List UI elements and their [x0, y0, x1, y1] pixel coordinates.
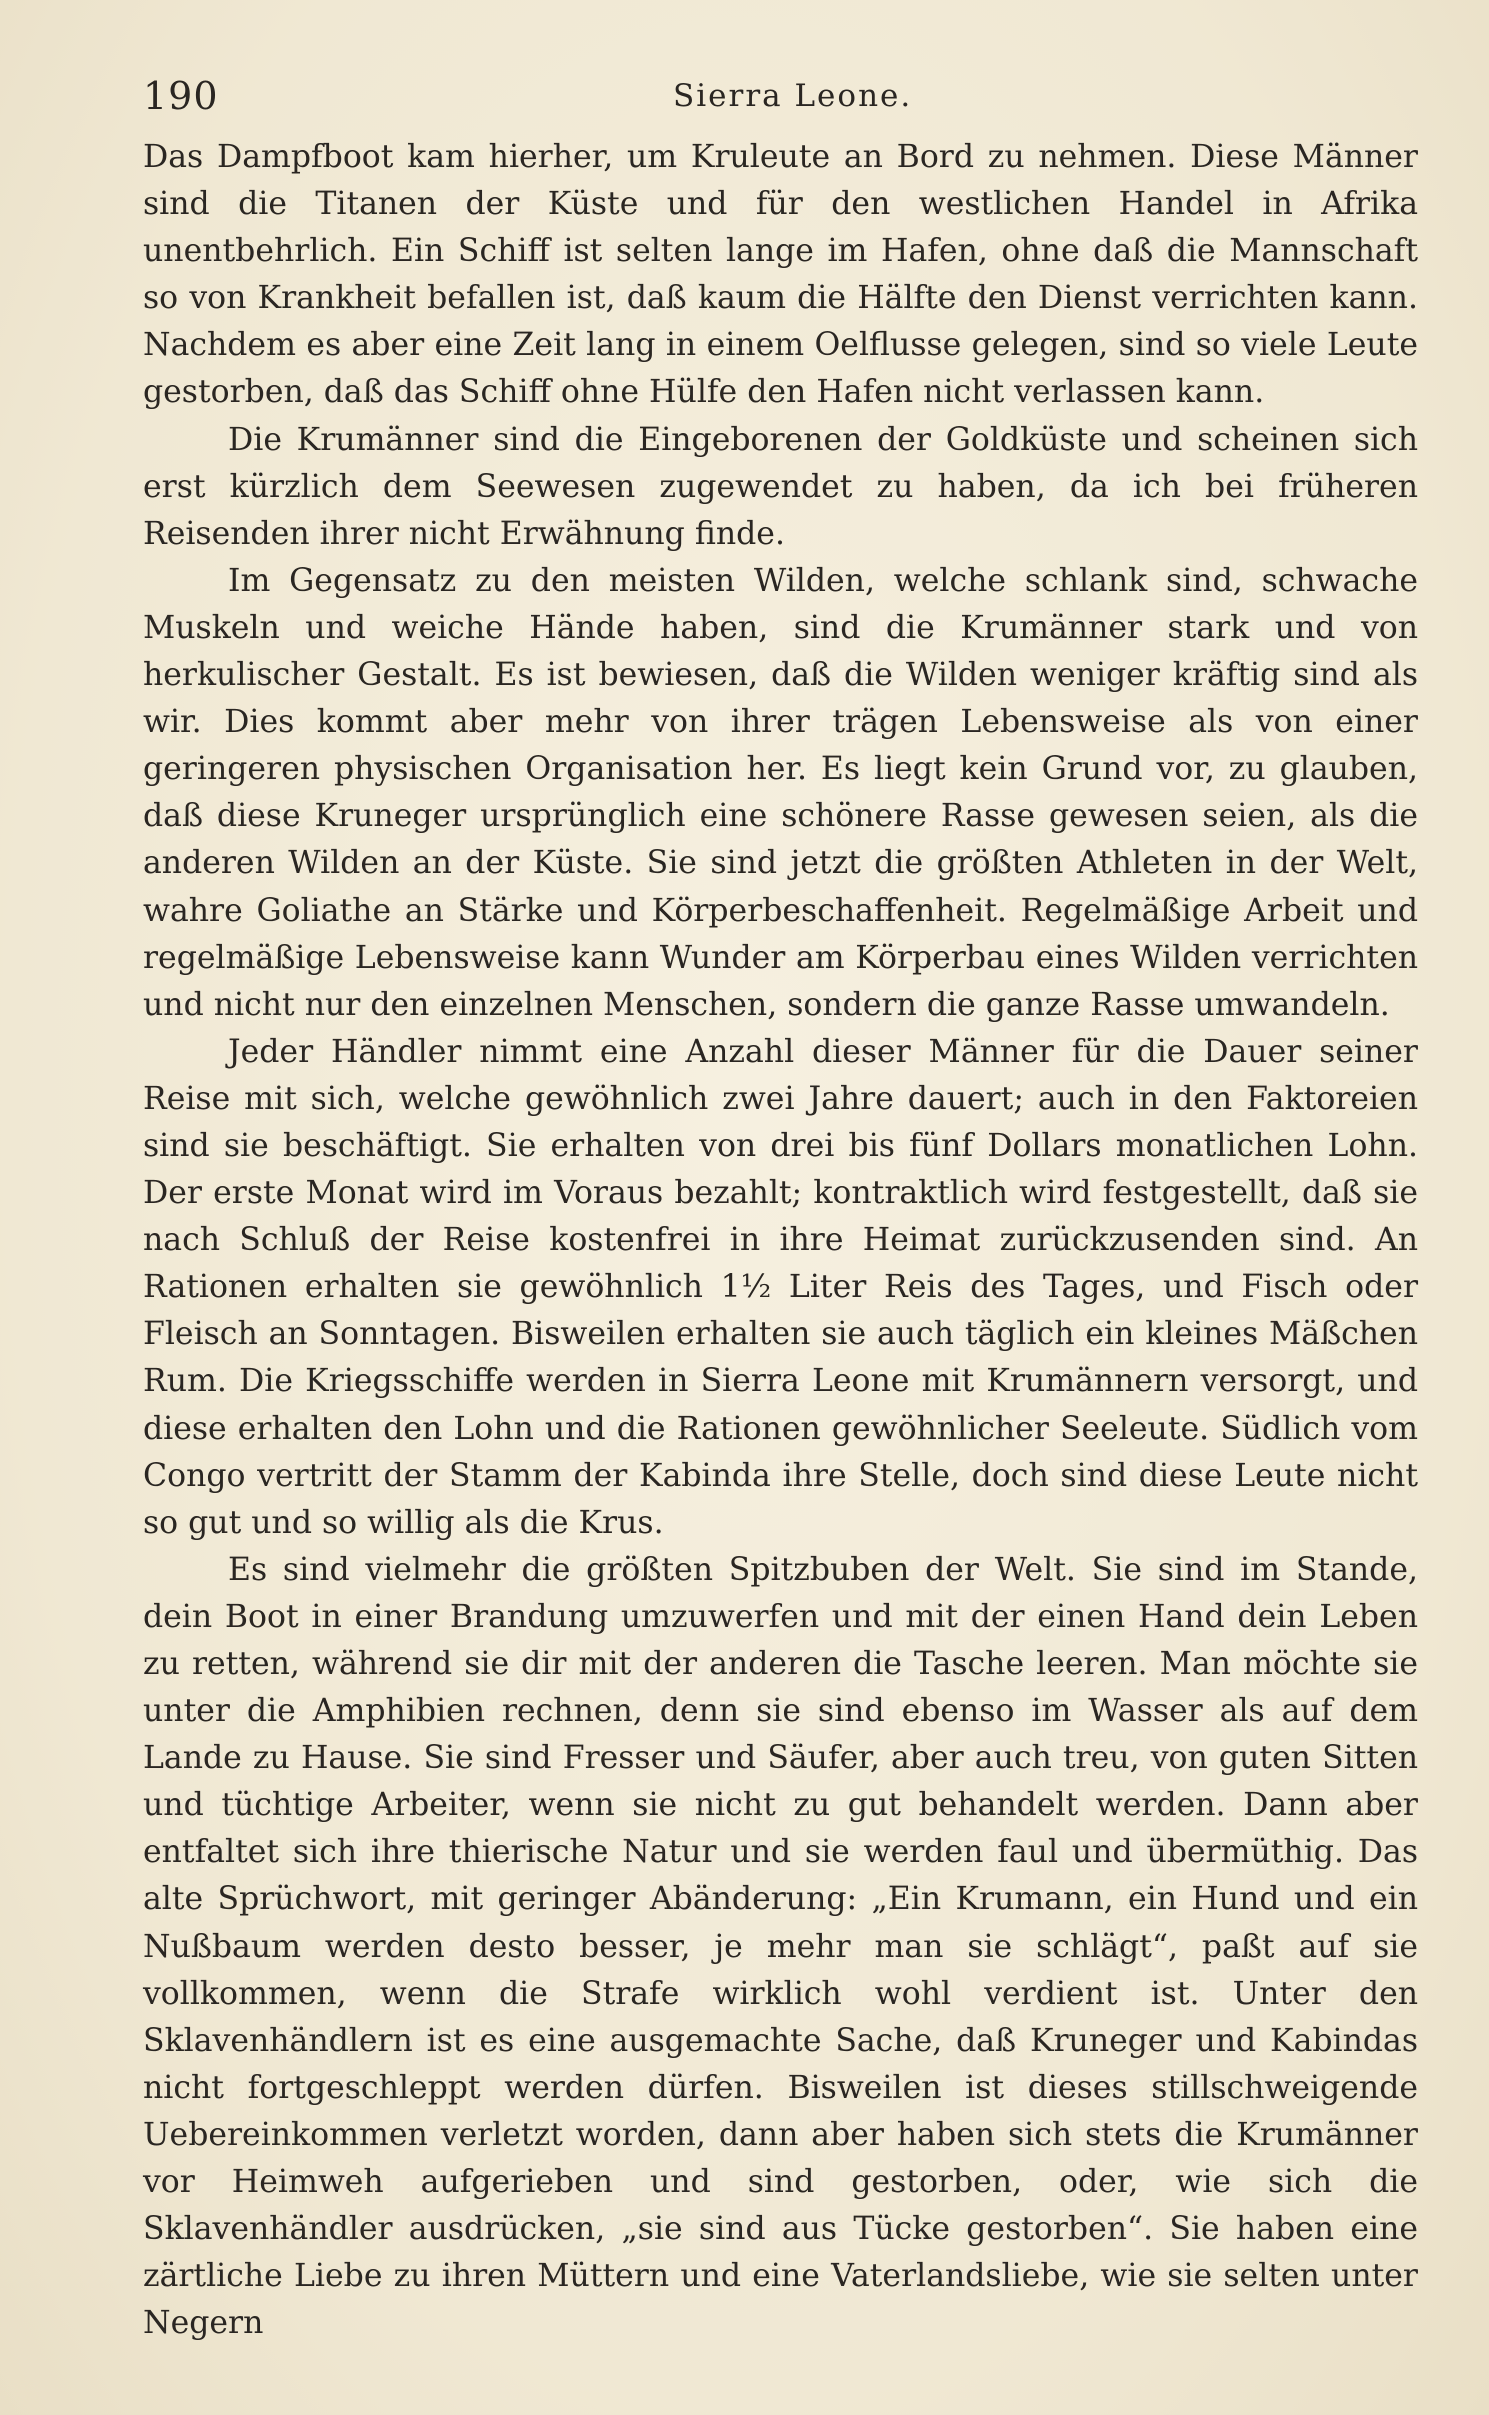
page-header	[143, 70, 1418, 130]
paragraph: Jeder Händler nimmt eine Anzahl dieser Männer für die Dauer seiner Reise mit sich, welche gewöhnlich zwei Jahre dauert; auch in den Faktoreien sind sie beschäftigt. Sie erhalten von drei bis fünf Dollars monatlichen Lohn. Der erste Monat wird im Voraus bezahlt; kontraktlich wird festgestellt, daß sie nach Schluß der Reise kostenfrei in ihre Heimat zurückzusenden sind. An Rationen erhalten sie gewöhnlich 1½ Liter Reis des Tages, und Fisch oder Fleisch an Sonntagen. Bisweilen erhalten sie auch täglich ein kleines Mäßchen Rum. Die Kriegsschiffe werden in Sierra Leone mit Krumännern versorgt, und diese erhalten den Lohn und die Rationen gewöhnlicher Seeleute. Südlich vom Congo vertritt der Stamm der Kabinda ihre Stelle, doch sind diese Leute nicht so gut und so willig als die Krus.	[143, 1033, 1418, 1541]
paragraph: Im Gegensatz zu den meisten Wilden, welche schlank sind, schwache Muskeln und weiche Hände haben, sind die Krumänner stark und von herkulischer Gestalt. Es ist bewiesen, daß die Wilden weniger kräftig sind als wir. Dies kommt aber mehr von ihrer trägen Lebensweise als von einer geringeren physischen Organisation her. Es liegt kein Grund vor, zu glauben, daß diese Kruneger ursprünglich eine schönere Rasse gewesen seien, als die anderen Wilden an der Küste. Sie sind jetzt die größten Athleten in der Welt, wahre Goliathe an Stärke und Körperbeschaffenheit. Regelmäßige Arbeit und regelmäßige Lebensweise kann Wunder am Körperbau eines Wilden verrichten und nicht nur den einzelnen Menschen, sondern die ganze Rasse umwandeln.	[143, 562, 1418, 1023]
paragraph: Es sind vielmehr die größten Spitzbuben der Welt. Sie sind im Stande, dein Boot in einer Brandung umzuwerfen und mit der einen Hand dein Leben zu retten, während sie dir mit der anderen die Tasche leeren. Man möchte sie unter die Amphibien rechnen, denn sie sind ebenso im Wasser als auf dem Lande zu Hause. Sie sind Fresser und Säufer, aber auch treu, von guten Sitten und tüchtige Arbeiter, wenn sie nicht zu gut behandelt werden. Dann aber entfaltet sich ihre thierische Natur und sie werden faul und übermüthig. Das alte Sprüchwort, mit geringer Abänderung: „Ein Krumann, ein Hund und ein Nußbaum werden desto besser, je mehr man sie schlägt“, paßt auf sie vollkommen, wenn die Strafe wirklich wohl verdient ist. Unter den Sklavenhändlern ist es eine ausgemachte Sache, daß Kruneger und Kabindas nicht fortgeschleppt werden dürfen. Bisweilen ist dieses stillschweigende Uebereinkommen verletzt worden, dann aber haben sich stets die Krumänner vor Heimweh aufgerieben und sind gestorben, oder, wie sich die Sklavenhändler ausdrücken, „sie sind aus Tücke gestorben“. Sie haben eine zärtliche Liebe zu ihren Müttern und eine Vaterlandsliebe, wie sie selten unter Negern	[143, 1551, 1418, 2342]
page-number: 190	[143, 74, 219, 118]
paragraph: Die Krumänner sind die Eingeborenen der Goldküste und scheinen sich erst kürzlich dem Seewesen zugewendet zu haben, da ich bei früheren Reisenden ihrer nicht Erwähnung finde.	[143, 421, 1418, 552]
body-text	[143, 134, 1418, 2347]
paragraph: Das Dampfboot kam hierher, um Kruleute an Bord zu nehmen. Diese Männer sind die Titanen der Küste und für den westlichen Handel in Afrika unentbehrlich. Ein Schiff ist selten lange im Hafen, ohne daß die Mannschaft so von Krankheit befallen ist, daß kaum die Hälfte den Dienst verrichten kann. Nachdem es aber eine Zeit lang in einem Oelflusse gelegen, sind so viele Leute gestorben, daß das Schiff ohne Hülfe den Hafen nicht verlassen kann.	[143, 139, 1418, 411]
running-title: Sierra Leone.	[673, 78, 913, 114]
